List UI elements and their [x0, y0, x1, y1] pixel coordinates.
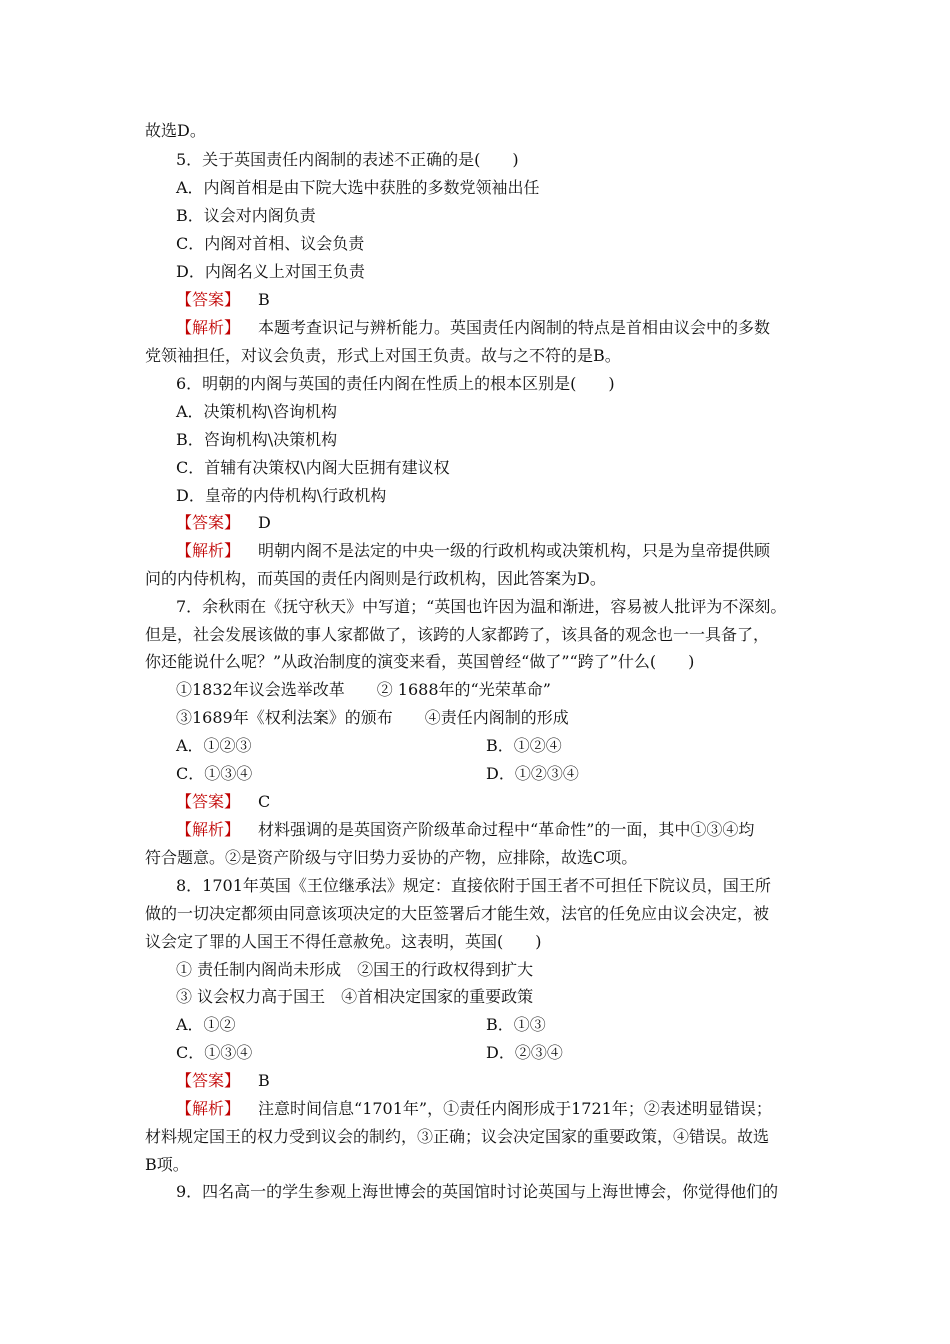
option-b: B．①③: [486, 1015, 546, 1034]
option-c: C．内阁对首相、议会负责: [176, 234, 365, 253]
analysis-tag: 【解析】: [176, 318, 241, 337]
answer-tag: 【答案】: [176, 1071, 241, 1090]
statement-items: ③1689年《权利法案》的颁布 ④责任内阁制的形成: [176, 708, 569, 727]
answer-tag: 【答案】: [176, 792, 241, 811]
question-8-continued: 做的一切决定都须由同意该项决定的大臣签署后才能生效，法官的任免应由议会决定，被: [145, 904, 770, 923]
answer-value: B: [258, 1071, 270, 1090]
question-8-continued: 议会定了罪的人国王不得任意赦免。这表明，英国( ): [145, 932, 542, 951]
question-5: 5．关于英国责任内阁制的表述不正确的是( ): [176, 150, 519, 169]
answer-line: [0, 1071, 950, 1091]
option-a: A．①②③: [176, 736, 252, 755]
analysis-continued: 材料规定国王的权力受到议会的制约，③正确；议会决定国家的重要政策，④错误。故选: [145, 1127, 770, 1146]
analysis-continued: B项。: [145, 1155, 189, 1174]
question-7-continued: 你还能说什么呢？”从政治制度的演变来看，英国曾经“做了”“跨了”什么( ): [145, 652, 695, 671]
analysis-continued: 党领袖担任，对议会负责，形式上对国王负责。故与之不符的是B。: [145, 346, 621, 365]
option-b: B．①②④: [486, 736, 562, 755]
option-a: A．①②: [176, 1015, 236, 1034]
analysis-text: 注意时间信息“1701年”，①责任内阁形成于1721年；②表述明显错误；: [258, 1099, 772, 1118]
question-7-continued: 但是，社会发展该做的事人家都做了，该跨的人家都跨了，该具备的观念也一一具备了，: [145, 625, 770, 644]
option-b: B．咨询机构\决策机构: [176, 430, 338, 449]
question-7: 7．余秋雨在《抚守秋天》中写道；“英国也许因为温和渐进，容易被人批评为不深刻。: [176, 597, 787, 616]
analysis-tag: 【解析】: [176, 1099, 241, 1118]
answer-value: B: [258, 290, 270, 309]
answer-tag: 【答案】: [176, 290, 241, 309]
option-d: D．②③④: [486, 1043, 563, 1062]
analysis-text: 材料强调的是英国资产阶级革命过程中“革命性”的一面，其中①③④均: [258, 820, 755, 839]
analysis-tag: 【解析】: [176, 820, 241, 839]
analysis-tag: 【解析】: [176, 541, 241, 560]
question-9: 9．四名高一的学生参观上海世博会的英国馆时讨论英国与上海世博会，你觉得他们的: [176, 1182, 779, 1201]
option-c: C．首辅有决策权\内阁大臣拥有建议权: [176, 458, 450, 477]
answer-line: [0, 290, 950, 310]
analysis-line: [0, 318, 950, 338]
option-a: A．决策机构\咨询机构: [176, 402, 337, 421]
analysis-text: 本题考查识记与辨析能力。英国责任内阁制的特点是首相由议会中的多数: [258, 318, 771, 337]
answer-line: [0, 513, 950, 533]
statement-items: ①1832年议会选举改革 ② 1688年的“光荣革命”: [176, 680, 551, 699]
answer-value: C: [258, 792, 271, 811]
option-b: B．议会对内阁负责: [176, 206, 316, 225]
question-6: 6．明朝的内阁与英国的责任内阁在性质上的根本区别是( ): [176, 374, 615, 393]
option-c: C．①③④: [176, 764, 253, 783]
option-c: C．①③④: [176, 1043, 253, 1062]
answer-value: D: [258, 513, 271, 532]
analysis-line: [0, 1099, 950, 1119]
analysis-line: [0, 820, 950, 840]
option-d: D．皇帝的内侍机构\行政机构: [176, 486, 387, 505]
option-d: D．内阁名义上对国王负责: [176, 262, 365, 281]
analysis-line: [0, 541, 950, 561]
analysis-continued: 问的内侍机构，而英国的责任内阁则是行政机构，因此答案为D。: [145, 569, 606, 588]
option-d: D．①②③④: [486, 764, 579, 783]
statement-items: ① 责任制内阁尚未形成 ②国王的行政权得到扩大: [176, 960, 534, 979]
analysis-continued: 符合题意。②是资产阶级与守旧势力妥协的产物，应排除，故选C项。: [145, 848, 638, 867]
answer-line: [0, 792, 950, 812]
statement-items: ③ 议会权力高于国王 ④首相决定国家的重要政策: [176, 987, 534, 1006]
question-8: 8．1701年英国《王位继承法》规定：直接依附于国王者不可担任下院议员，国王所: [176, 876, 771, 895]
text-line: 故选D。: [145, 121, 206, 140]
analysis-text: 明朝内阁不是法定的中央一级的行政机构或决策机构，只是为皇帝提供顾: [258, 541, 771, 560]
option-a: A．内阁首相是由下院大选中获胜的多数党领袖出任: [176, 178, 540, 197]
answer-tag: 【答案】: [176, 513, 241, 532]
